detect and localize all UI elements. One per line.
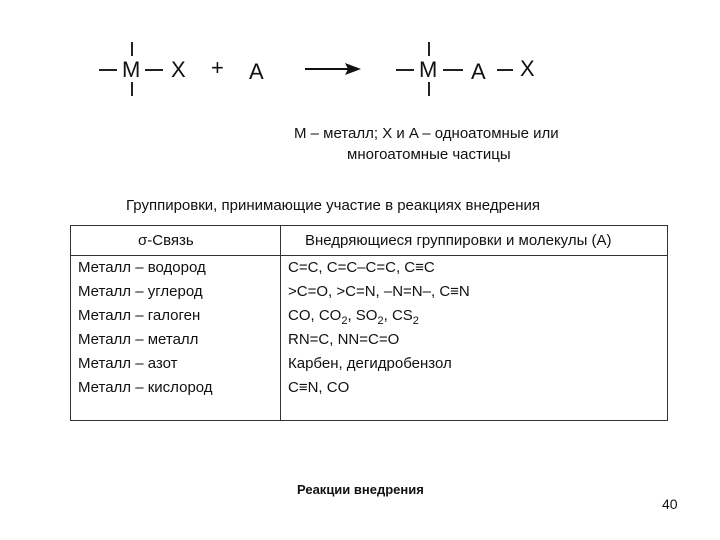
table-caption: Группировки, принимающие участие в реакциях внедрения <box>126 197 541 214</box>
header-groups: Внедряющиеся группировки и молекулы (А) <box>305 232 612 249</box>
metal-symbol: M <box>122 57 141 82</box>
table-cell-bond: Металл – водород <box>78 259 206 276</box>
page-number: 40 <box>662 496 678 512</box>
plus-sign: + <box>211 55 224 80</box>
header-bond: σ-Связь <box>138 232 194 249</box>
bond-top-left <box>131 42 133 56</box>
slide-title: Реакции внедрения <box>297 482 424 497</box>
formula-part: , SO <box>347 307 378 324</box>
table-cell-groups: RN=C, NN=C=O <box>288 331 400 348</box>
formula-part: CO, CO <box>288 307 342 324</box>
legend-line-1: M – металл; X и A – одноатомные или <box>294 125 559 142</box>
table-body-left <box>78 256 213 400</box>
bond-right-left <box>145 69 163 71</box>
product-metal-symbol: M <box>419 57 438 82</box>
reagent-a: A <box>249 59 264 84</box>
table-body-right <box>288 256 470 400</box>
table-cell-groups: >C=O, >C=N, –N=N–, C≡N <box>288 283 470 300</box>
subscript: 2 <box>412 315 419 327</box>
product-ligand-x: X <box>520 56 535 81</box>
table-cell-groups <box>288 304 470 328</box>
legend-line-2: многоатомные частицы <box>347 146 511 163</box>
bond-top-right <box>428 42 430 56</box>
table-column-divider <box>280 226 281 420</box>
bond-a-x <box>497 69 513 71</box>
subscript: 2 <box>341 315 348 327</box>
table-cell-bond: Металл – кислород <box>78 379 213 396</box>
ligand-x: X <box>171 57 186 82</box>
bond-bottom-right <box>428 82 430 96</box>
table-cell-bond: Металл – галоген <box>78 307 201 324</box>
bond-bottom-left <box>131 82 133 96</box>
table-cell-groups: Карбен, дегидробензол <box>288 355 452 372</box>
table-cell-groups: C≡N, CO <box>288 379 350 396</box>
inserted-a: A <box>471 59 486 84</box>
table-cell-bond: Металл – азот <box>78 355 178 372</box>
bond-metal-a <box>443 69 463 71</box>
bond-left-left <box>99 69 117 71</box>
table-cell-bond: Металл – металл <box>78 331 199 348</box>
reaction-arrow-icon <box>305 62 361 76</box>
table-cell-bond: Металл – углерод <box>78 283 203 300</box>
subscript: 2 <box>377 315 384 327</box>
table-cell-groups: C=C, C=C–C=C, C≡C <box>288 259 435 276</box>
bond-left-right <box>396 69 414 71</box>
formula-part: , CS <box>383 307 413 324</box>
